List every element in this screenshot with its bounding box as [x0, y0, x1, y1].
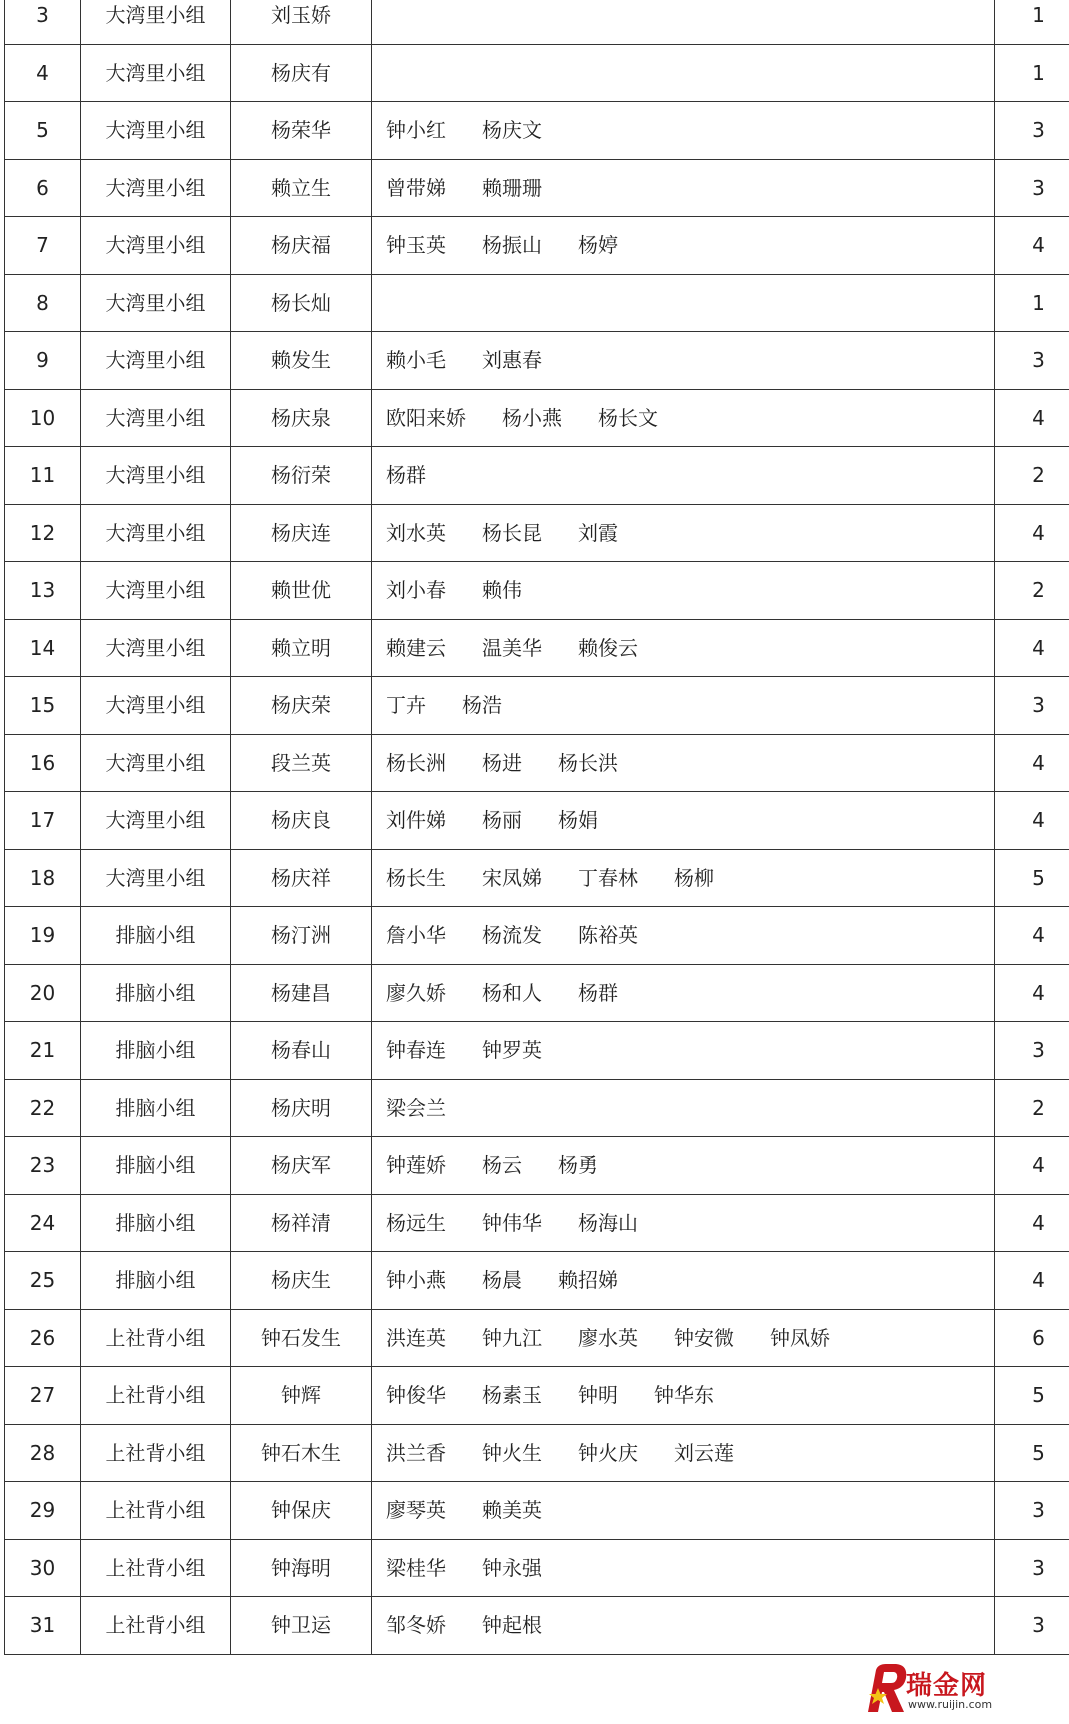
table-row — [5, 964, 1069, 1022]
household-head: 钟石木生 — [231, 1424, 372, 1482]
row-number: 13 — [5, 562, 81, 620]
row-number: 29 — [5, 1482, 81, 1540]
table-row — [5, 677, 1069, 735]
family-member: 廖水英 — [578, 1325, 638, 1350]
family-members — [372, 1137, 995, 1195]
family-member: 钟莲娇 — [386, 1153, 446, 1178]
table-row — [5, 504, 1069, 562]
family-member: 钟伟华 — [482, 1210, 542, 1235]
household-head: 钟卫运 — [231, 1597, 372, 1655]
table-row — [5, 734, 1069, 792]
household-count: 3 — [995, 159, 1069, 217]
family-members — [372, 332, 995, 390]
row-number: 15 — [5, 677, 81, 735]
family-member: 洪兰香 — [386, 1440, 446, 1465]
family-member: 赖珊珊 — [482, 175, 542, 200]
household-count: 4 — [995, 504, 1069, 562]
family-member: 梁桂华 — [386, 1555, 446, 1580]
family-member: 钟永强 — [482, 1555, 542, 1580]
household-count: 4 — [995, 1137, 1069, 1195]
household-head: 杨荣华 — [231, 102, 372, 160]
table-row — [5, 907, 1069, 965]
group-name: 大湾里小组 — [81, 792, 231, 850]
row-number: 5 — [5, 102, 81, 160]
household-head: 杨春山 — [231, 1022, 372, 1080]
household-head: 杨衍荣 — [231, 447, 372, 505]
family-member: 赖俊云 — [578, 635, 638, 660]
family-member: 杨海山 — [578, 1210, 638, 1235]
family-member: 刘件娣 — [386, 808, 446, 833]
family-members — [372, 159, 995, 217]
group-name: 上社背小组 — [81, 1367, 231, 1425]
household-head: 段兰英 — [231, 734, 372, 792]
household-count: 4 — [995, 1252, 1069, 1310]
family-members — [372, 964, 995, 1022]
row-number: 27 — [5, 1367, 81, 1425]
family-member: 宋凤娣 — [482, 865, 542, 890]
household-count: 4 — [995, 389, 1069, 447]
family-members — [372, 907, 995, 965]
family-members — [372, 389, 995, 447]
row-number: 3 — [5, 0, 81, 44]
family-member: 温美华 — [482, 635, 542, 660]
household-count: 4 — [995, 1194, 1069, 1252]
group-name: 大湾里小组 — [81, 102, 231, 160]
family-member: 杨长生 — [386, 865, 446, 890]
family-member: 刘霞 — [578, 520, 618, 545]
group-name: 排脑小组 — [81, 1022, 231, 1080]
table-row — [5, 849, 1069, 907]
row-number: 31 — [5, 1597, 81, 1655]
household-head: 杨庆良 — [231, 792, 372, 850]
family-member: 钟春连 — [386, 1038, 446, 1063]
table-row — [5, 102, 1069, 160]
family-member: 赖美英 — [482, 1498, 542, 1523]
family-member: 赖伟 — [482, 578, 522, 603]
family-member: 杨振山 — [482, 233, 542, 258]
family-member: 钟玉英 — [386, 233, 446, 258]
household-head: 杨汀洲 — [231, 907, 372, 965]
family-member: 杨云 — [482, 1153, 522, 1178]
family-members — [372, 562, 995, 620]
family-member: 刘云莲 — [674, 1440, 734, 1465]
group-name: 上社背小组 — [81, 1482, 231, 1540]
family-members — [372, 1252, 995, 1310]
group-name: 大湾里小组 — [81, 389, 231, 447]
row-number: 26 — [5, 1309, 81, 1367]
family-members — [372, 1309, 995, 1367]
ruijin-watermark — [862, 1662, 1012, 1716]
family-member: 杨勇 — [558, 1153, 598, 1178]
table-row — [5, 792, 1069, 850]
family-member: 廖琴英 — [386, 1498, 446, 1523]
household-head: 杨庆连 — [231, 504, 372, 562]
family-member: 杨远生 — [386, 1210, 446, 1235]
family-member: 杨晨 — [482, 1268, 522, 1293]
family-members — [372, 677, 995, 735]
household-head: 杨庆泉 — [231, 389, 372, 447]
row-number: 19 — [5, 907, 81, 965]
row-number: 12 — [5, 504, 81, 562]
family-members — [372, 1597, 995, 1655]
household-count: 4 — [995, 907, 1069, 965]
group-name: 大湾里小组 — [81, 849, 231, 907]
family-members — [372, 1022, 995, 1080]
row-number: 11 — [5, 447, 81, 505]
table-row — [5, 0, 1069, 44]
watermark-url: www.ruijin.com — [908, 1698, 993, 1711]
row-number: 4 — [5, 44, 81, 102]
household-count: 4 — [995, 619, 1069, 677]
row-number: 24 — [5, 1194, 81, 1252]
household-count: 3 — [995, 1597, 1069, 1655]
household-head: 赖世优 — [231, 562, 372, 620]
family-member: 杨娟 — [558, 808, 598, 833]
family-member: 钟明 — [578, 1383, 618, 1408]
group-name: 大湾里小组 — [81, 44, 231, 102]
household-head: 钟辉 — [231, 1367, 372, 1425]
family-member: 钟九江 — [482, 1325, 542, 1350]
household-count: 6 — [995, 1309, 1069, 1367]
family-member: 刘惠春 — [482, 348, 542, 373]
family-member: 赖招娣 — [558, 1268, 618, 1293]
household-count: 3 — [995, 1482, 1069, 1540]
table-row — [5, 447, 1069, 505]
household-count: 1 — [995, 274, 1069, 332]
row-number: 17 — [5, 792, 81, 850]
household-count: 1 — [995, 0, 1069, 44]
group-name: 大湾里小组 — [81, 274, 231, 332]
table-row — [5, 562, 1069, 620]
household-head: 赖发生 — [231, 332, 372, 390]
family-members — [372, 734, 995, 792]
household-count: 5 — [995, 1424, 1069, 1482]
family-members — [372, 1424, 995, 1482]
household-head: 赖立明 — [231, 619, 372, 677]
household-count: 3 — [995, 102, 1069, 160]
row-number: 25 — [5, 1252, 81, 1310]
table-row — [5, 159, 1069, 217]
family-member: 钟小燕 — [386, 1268, 446, 1293]
household-head: 杨庆军 — [231, 1137, 372, 1195]
household-count: 4 — [995, 964, 1069, 1022]
family-member: 杨素玉 — [482, 1383, 542, 1408]
group-name: 上社背小组 — [81, 1309, 231, 1367]
household-head: 钟海明 — [231, 1539, 372, 1597]
family-members — [372, 1539, 995, 1597]
watermark-brand: 瑞金网 — [906, 1671, 988, 1701]
family-member: 钟小红 — [386, 118, 446, 143]
household-count: 3 — [995, 332, 1069, 390]
family-member: 杨浩 — [462, 693, 502, 718]
family-members — [372, 217, 995, 275]
group-name: 大湾里小组 — [81, 619, 231, 677]
household-count: 5 — [995, 1367, 1069, 1425]
row-number: 10 — [5, 389, 81, 447]
family-members — [372, 1367, 995, 1425]
family-members — [372, 1079, 995, 1137]
table-row — [5, 217, 1069, 275]
household-count: 3 — [995, 677, 1069, 735]
family-members — [372, 849, 995, 907]
family-member: 杨流发 — [482, 923, 542, 948]
family-member: 杨柳 — [674, 865, 714, 890]
row-number: 30 — [5, 1539, 81, 1597]
household-count: 4 — [995, 734, 1069, 792]
household-count: 4 — [995, 217, 1069, 275]
row-number: 20 — [5, 964, 81, 1022]
family-member: 杨和人 — [482, 980, 542, 1005]
household-head: 赖立生 — [231, 159, 372, 217]
row-number: 8 — [5, 274, 81, 332]
table-row — [5, 1367, 1069, 1425]
family-member: 赖小毛 — [386, 348, 446, 373]
table-row — [5, 332, 1069, 390]
household-count: 5 — [995, 849, 1069, 907]
group-name: 大湾里小组 — [81, 562, 231, 620]
group-name: 大湾里小组 — [81, 447, 231, 505]
household-count: 3 — [995, 1539, 1069, 1597]
household-roster-table — [4, 0, 1069, 1655]
row-number: 18 — [5, 849, 81, 907]
family-member: 刘小春 — [386, 578, 446, 603]
household-count: 3 — [995, 1022, 1069, 1080]
table-row — [5, 1194, 1069, 1252]
group-name: 大湾里小组 — [81, 734, 231, 792]
family-members — [372, 619, 995, 677]
household-count: 2 — [995, 562, 1069, 620]
family-member: 钟火生 — [482, 1440, 542, 1465]
row-number: 9 — [5, 332, 81, 390]
household-head: 杨长灿 — [231, 274, 372, 332]
ruijin-logo-icon — [862, 1662, 910, 1716]
household-head: 杨庆生 — [231, 1252, 372, 1310]
household-head: 刘玉娇 — [231, 0, 372, 44]
family-member: 丁卉 — [386, 693, 426, 718]
family-members — [372, 0, 995, 44]
household-head: 杨庆荣 — [231, 677, 372, 735]
family-member: 钟安微 — [674, 1325, 734, 1350]
row-number: 14 — [5, 619, 81, 677]
family-members — [372, 44, 995, 102]
family-member: 杨长洲 — [386, 750, 446, 775]
group-name: 上社背小组 — [81, 1597, 231, 1655]
household-head: 杨建昌 — [231, 964, 372, 1022]
family-member: 曾带娣 — [386, 175, 446, 200]
table-row — [5, 389, 1069, 447]
table-row — [5, 1252, 1069, 1310]
table-row — [5, 1597, 1069, 1655]
household-head: 杨庆有 — [231, 44, 372, 102]
roster-body — [5, 0, 1069, 1654]
household-count: 2 — [995, 1079, 1069, 1137]
family-members — [372, 447, 995, 505]
family-member: 杨长昆 — [482, 520, 542, 545]
table-row — [5, 1137, 1069, 1195]
table-row — [5, 1022, 1069, 1080]
family-member: 梁会兰 — [386, 1095, 446, 1120]
family-member: 钟火庆 — [578, 1440, 638, 1465]
family-member: 杨庆文 — [482, 118, 542, 143]
family-members — [372, 792, 995, 850]
row-number: 28 — [5, 1424, 81, 1482]
group-name: 排脑小组 — [81, 1252, 231, 1310]
row-number: 16 — [5, 734, 81, 792]
table-row — [5, 1309, 1069, 1367]
family-member: 钟罗英 — [482, 1038, 542, 1063]
table-row — [5, 1424, 1069, 1482]
table-row — [5, 1079, 1069, 1137]
household-head: 杨庆祥 — [231, 849, 372, 907]
group-name: 大湾里小组 — [81, 159, 231, 217]
family-member: 杨小燕 — [502, 405, 562, 430]
group-name: 上社背小组 — [81, 1539, 231, 1597]
group-name: 排脑小组 — [81, 1137, 231, 1195]
family-members — [372, 1194, 995, 1252]
household-head: 钟石发生 — [231, 1309, 372, 1367]
group-name: 排脑小组 — [81, 1194, 231, 1252]
family-member: 钟俊华 — [386, 1383, 446, 1408]
family-member: 丁春林 — [578, 865, 638, 890]
family-member: 廖久娇 — [386, 980, 446, 1005]
family-member: 钟起根 — [482, 1613, 542, 1638]
group-name: 排脑小组 — [81, 907, 231, 965]
family-member: 杨群 — [578, 980, 618, 1005]
table-row — [5, 1539, 1069, 1597]
family-member: 杨进 — [482, 750, 522, 775]
group-name: 排脑小组 — [81, 964, 231, 1022]
family-member: 刘水英 — [386, 520, 446, 545]
household-head: 杨庆明 — [231, 1079, 372, 1137]
row-number: 21 — [5, 1022, 81, 1080]
family-members — [372, 1482, 995, 1540]
group-name: 大湾里小组 — [81, 677, 231, 735]
group-name: 上社背小组 — [81, 1424, 231, 1482]
family-member: 钟凤娇 — [770, 1325, 830, 1350]
family-member: 陈裕英 — [578, 923, 638, 948]
family-members — [372, 102, 995, 160]
table-row — [5, 619, 1069, 677]
family-member: 洪连英 — [386, 1325, 446, 1350]
family-members — [372, 274, 995, 332]
household-head: 杨祥清 — [231, 1194, 372, 1252]
group-name: 大湾里小组 — [81, 217, 231, 275]
group-name: 排脑小组 — [81, 1079, 231, 1137]
family-member: 邹冬娇 — [386, 1613, 446, 1638]
table-row — [5, 44, 1069, 102]
family-members — [372, 504, 995, 562]
family-member: 杨丽 — [482, 808, 522, 833]
row-number: 7 — [5, 217, 81, 275]
table-row — [5, 274, 1069, 332]
table-row — [5, 1482, 1069, 1540]
row-number: 23 — [5, 1137, 81, 1195]
family-member: 詹小华 — [386, 923, 446, 948]
family-member: 赖建云 — [386, 635, 446, 660]
household-count: 4 — [995, 792, 1069, 850]
family-member: 杨婷 — [578, 233, 618, 258]
row-number: 22 — [5, 1079, 81, 1137]
household-head: 钟保庆 — [231, 1482, 372, 1540]
group-name: 大湾里小组 — [81, 504, 231, 562]
family-member: 欧阳来娇 — [386, 405, 466, 430]
family-member: 杨长洪 — [558, 750, 618, 775]
household-head: 杨庆福 — [231, 217, 372, 275]
family-member: 杨长文 — [598, 405, 658, 430]
row-number: 6 — [5, 159, 81, 217]
group-name: 大湾里小组 — [81, 332, 231, 390]
family-member: 钟华东 — [654, 1383, 714, 1408]
household-count: 1 — [995, 44, 1069, 102]
household-count: 2 — [995, 447, 1069, 505]
group-name: 大湾里小组 — [81, 0, 231, 44]
family-member: 杨群 — [386, 463, 426, 488]
